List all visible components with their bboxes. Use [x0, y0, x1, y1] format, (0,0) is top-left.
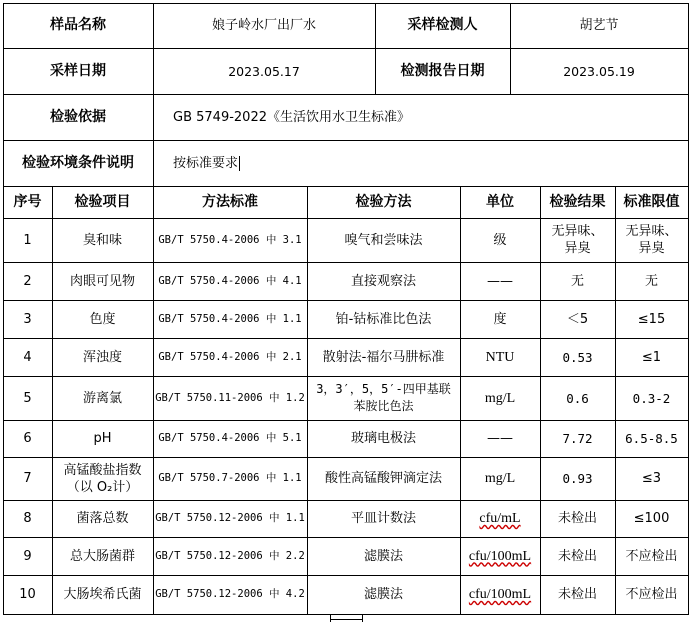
header-limit: 标准限值 [623, 193, 680, 210]
standard-limit: 不应检出 [625, 587, 678, 602]
method-standard: GB/T 5750.12-2006 中 1.1 [155, 512, 305, 524]
standard-limit: 0.3-2 [632, 390, 671, 406]
environment-value[interactable]: 按标准要求 [173, 155, 239, 171]
method-standard: GB/T 5750.4-2006 中 4.1 [158, 274, 302, 287]
unit: mg/L [484, 390, 516, 406]
sample-date-label: 采样日期 [50, 62, 106, 79]
method-standard: GB/T 5750.11-2006 中 1.2 [155, 391, 305, 404]
method-standard: GB/T 5750.4-2006 中 3.1 [158, 233, 302, 246]
test-method: 3，3′，5，5′-四甲基联苯胺比色法 [316, 382, 451, 413]
standard-limit: ≤3 [641, 471, 662, 486]
row-number: 9 [23, 548, 32, 564]
unit: cfu/mL [479, 511, 521, 526]
test-method: 玻璃电极法 [350, 431, 416, 446]
header-item: 检验项目 [74, 193, 131, 210]
header-method: 检验方法 [355, 193, 412, 210]
report-date-value: 2023.05.19 [563, 63, 635, 79]
standard-limit: 无异味、异臭 [625, 224, 678, 256]
text-cursor [239, 156, 240, 171]
test-result: 未检出 [557, 587, 597, 602]
unit: —— [487, 431, 513, 446]
test-result: 无 [570, 273, 584, 289]
row-number: 6 [23, 431, 32, 446]
standard-limit: ≤1 [641, 349, 662, 365]
header-result: 检验结果 [549, 193, 606, 210]
test-method: 酸性高锰酸钾滴定法 [324, 471, 442, 486]
unit: mg/L [484, 471, 516, 486]
row-number: 10 [19, 587, 36, 602]
method-standard: GB/T 5750.12-2006 中 4.2 [155, 588, 305, 600]
report-date-label: 检测报告日期 [400, 62, 485, 79]
standard-limit: ≤15 [637, 311, 666, 327]
unit: NTU [485, 349, 515, 365]
row-number: 5 [23, 390, 32, 406]
test-item: 浑浊度 [82, 349, 122, 365]
test-item: 大肠埃希氏菌 [63, 587, 142, 602]
method-standard: GB/T 5750.4-2006 中 1.1 [158, 312, 302, 325]
standard-limit: 6.5-8.5 [625, 431, 678, 446]
header-no: 序号 [13, 193, 42, 210]
basis-label: 检验依据 [50, 108, 106, 125]
method-standard: GB/T 5750.4-2006 中 5.1 [158, 432, 302, 444]
method-standard: GB/T 5750.12-2006 中 2.2 [155, 549, 305, 562]
row-number: 1 [23, 232, 32, 248]
test-method: 嗅气和尝味法 [344, 232, 423, 248]
row-number: 8 [23, 511, 32, 526]
test-method: 平皿计数法 [350, 511, 416, 526]
row-number: 2 [23, 273, 32, 289]
method-standard: GB/T 5750.7-2006 中 1.1 [158, 472, 302, 484]
unit: 度 [493, 311, 507, 327]
test-method: 滤膜法 [363, 587, 403, 602]
sampler-value: 胡艺节 [579, 18, 619, 33]
row-number: 4 [23, 349, 32, 365]
unit: —— [487, 273, 513, 289]
environment-label: 检验环境条件说明 [22, 154, 134, 171]
test-method: 滤膜法 [363, 548, 403, 564]
unit: cfu/100mL [468, 548, 532, 564]
method-standard: GB/T 5750.4-2006 中 2.1 [158, 350, 302, 363]
standard-limit: 无 [644, 273, 658, 289]
test-item: 肉眼可见物 [69, 273, 135, 289]
test-item: 高锰酸盐指数（以 O₂计） [63, 462, 142, 495]
test-result: 0.6 [566, 390, 589, 406]
test-item: 总大肠菌群 [69, 548, 135, 564]
test-result: 未检出 [557, 511, 597, 526]
test-result: ＜5 [566, 311, 589, 327]
sample-name-value: 娘子岭水厂出厂水 [211, 18, 316, 33]
row-number: 7 [23, 471, 32, 486]
test-result: 0.93 [562, 471, 593, 486]
test-result: 未检出 [557, 548, 597, 564]
sampler-label: 采样检测人 [407, 17, 478, 33]
test-method: 直接观察法 [350, 273, 416, 289]
header-standard: 方法标准 [202, 193, 258, 210]
test-result: 0.53 [562, 349, 593, 365]
unit: 级 [493, 232, 507, 248]
test-item: 游离氯 [82, 390, 122, 406]
standard-limit: 不应检出 [625, 548, 678, 564]
basis-value: GB 5749-2022《生活饮用水卫生标准》 [173, 109, 410, 125]
test-item: 色度 [89, 311, 116, 327]
test-result: 7.72 [562, 431, 593, 446]
test-item: pH [93, 431, 112, 446]
sample-date-value: 2023.05.17 [228, 63, 300, 79]
test-item: 菌落总数 [76, 511, 129, 526]
test-result: 无异味、异臭 [551, 224, 604, 256]
test-method: 铂-钴标准比色法 [335, 311, 432, 327]
unit: cfu/100mL [468, 587, 532, 602]
standard-limit: ≤100 [633, 511, 670, 526]
sample-name-label: 样品名称 [50, 17, 106, 33]
header-unit: 单位 [486, 193, 514, 210]
row-number: 3 [23, 311, 32, 327]
test-method: 散射法-福尔马肼标准 [322, 349, 445, 365]
test-item: 臭和味 [82, 232, 122, 248]
